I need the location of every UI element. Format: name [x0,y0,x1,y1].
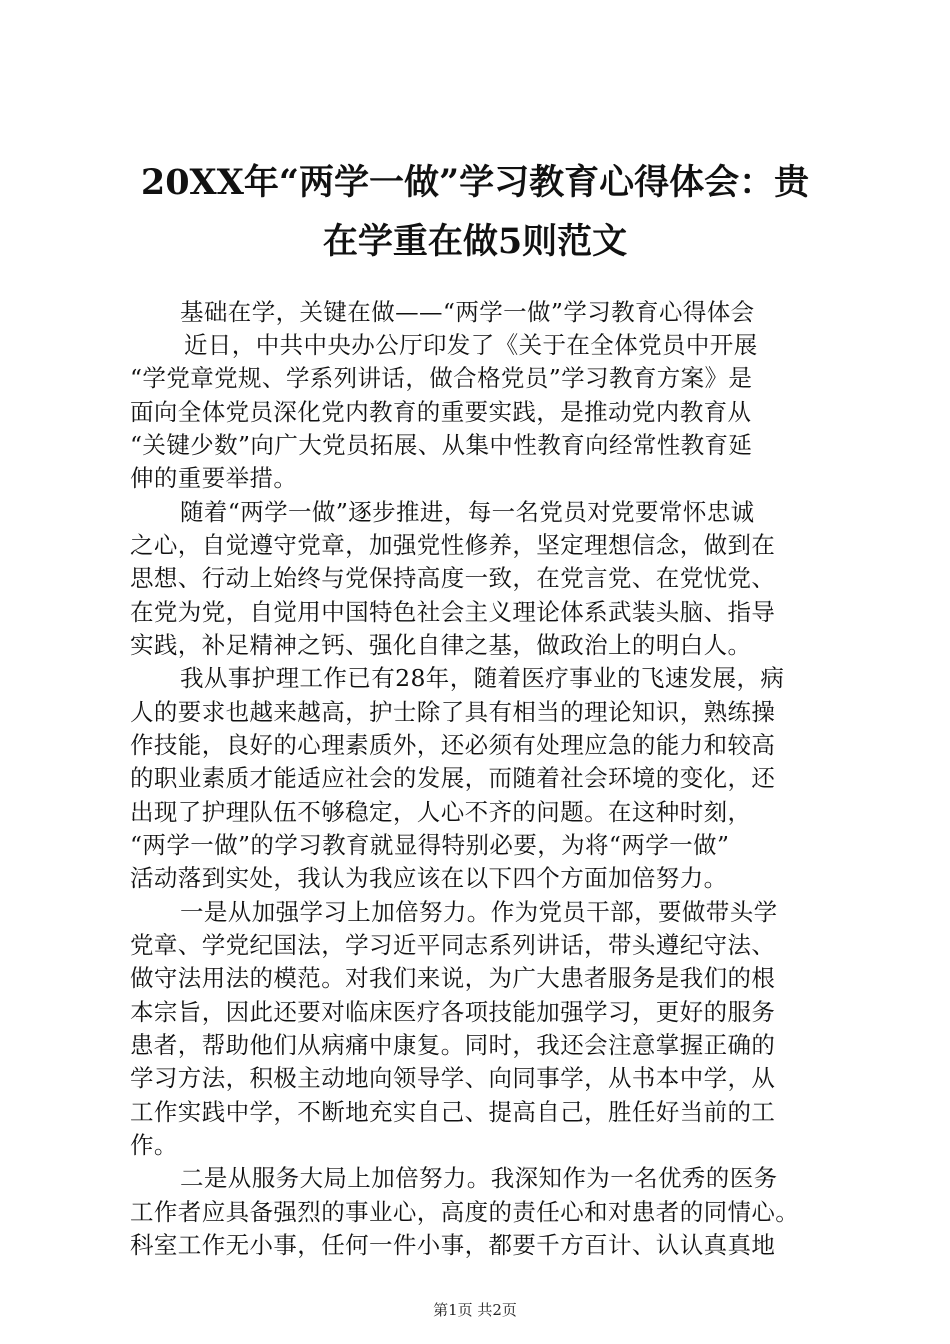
body-line: 作。 [130,1131,178,1159]
document-title-line-2: 在学重在做5则范文 [322,221,628,262]
body-line: 学习方法，积极主动地向领导学、向同事学，从书本中学，从 [130,1064,776,1092]
body-line: 随着“两学一做”逐步推进，每一名党员对党要常怀忠诚 [180,498,755,526]
body-line: 我从事护理工作已有28年，随着医疗事业的飞速发展，病 [180,664,785,692]
body-line: 近日，中共中央办公厅印发了《关于在全体党员中开展 [184,331,758,359]
body-line: 人的要求也越来越高，护士除了具有相当的理论知识，熟练操 [130,698,776,726]
body-line: 在党为党，自觉用中国特色社会主义理论体系武装头脑、指导 [130,598,776,626]
body-line: 作技能，良好的心理素质外，还必须有处理应急的能力和较高 [130,731,776,759]
body-line: 之心，自觉遵守党章，加强党性修养，坚定理想信念，做到在 [130,531,776,559]
body-line: “关键少数”向广大党员拓展、从集中性教育向经常性教育延 [130,431,753,459]
body-line: 二是从服务大局上加倍努力。我深知作为一名优秀的医务 [180,1164,778,1192]
body-line: 本宗旨，因此还要对临床医疗各项技能加强学习，更好的服务 [130,998,776,1026]
body-line: 面向全体党员深化党内教育的重要实践，是推动党内教育从 [130,398,752,426]
body-line: 党章、学党纪国法，学习近平同志系列讲话，带头遵纪守法、 [130,931,776,959]
body-line: 做守法用法的模范。对我们来说，为广大患者服务是我们的根 [130,964,776,992]
body-line: 实践，补足精神之钙、强化自律之基，做政治上的明白人。 [130,631,752,659]
body-line: 伸的重要举措。 [130,464,298,492]
body-line: 工作者应具备强烈的事业心，高度的责任心和对患者的同情心。 [130,1198,800,1226]
document-title-line-1: 20XX年“两学一做”学习教育心得体会：贵 [140,162,810,203]
body-line: 基础在学，关键在做——“两学一做”学习教育心得体会 [180,298,755,326]
body-line: 科室工作无小事，任何一件小事，都要千方百计、认认真真地 [130,1231,776,1259]
body-line: 思想、行动上始终与党保持高度一致，在党言党、在党忧党、 [130,564,776,592]
body-line: 患者，帮助他们从病痛中康复。同时，我还会注意掌握正确的 [130,1031,776,1059]
body-line: 一是从加强学习上加倍努力。作为党员干部，要做带头学 [180,898,778,926]
body-line: 工作实践中学，不断地充实自己、提高自己，胜任好当前的工 [130,1098,776,1126]
body-line: 出现了护理队伍不够稳定，人心不齐的问题。在这种时刻， [130,798,752,826]
body-line: “学党章党规、学系列讲话，做合格党员”学习教育方案》是 [130,364,753,392]
body-line: 的职业素质才能适应社会的发展，而随着社会环境的变化，还 [130,764,776,792]
body-line: “两学一做”的学习教育就显得特别必要，为将“两学一做” [130,831,730,859]
body-line: 活动落到实处，我认为我应该在以下四个方面加倍努力。 [130,864,728,892]
page-footer: 第1页 共2页 [433,1301,517,1319]
